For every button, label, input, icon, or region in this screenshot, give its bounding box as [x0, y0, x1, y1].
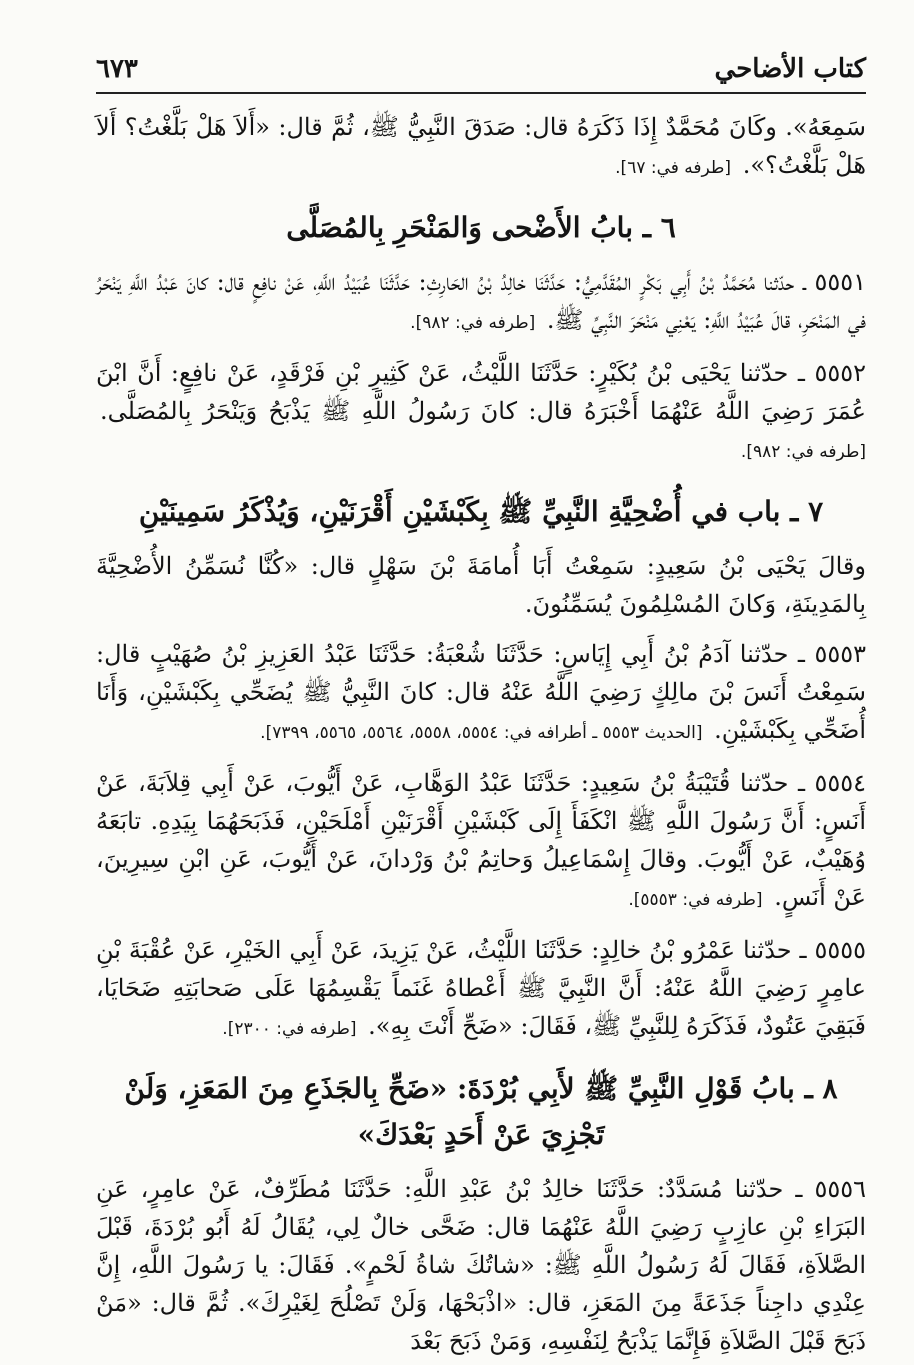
hadith-5555: ٥٥٥٥ ـ حدّثنا عَمْرُو بْنُ خالِدٍ: حَدَّثَنَا اللَّيْثُ، عَنْ يَزِيدَ، عَنْ أَبِي الخَيْرِ، عَنْ عُقْبَةَ بْنِ عامِرٍ رَضِيَ اللَّهُ عَنْهُ: أَنَّ النَّبِيَّ ﷺ أَعْطاهُ غَنَماً يَقْسِمُهَا عَلَى صَحابَتِهِ ضَحَايَا، فَبَقِيَ عَتُودٌ، فَذَكَرَهُ لِلنَّبِيِّ ﷺ، فَقَالَ: «ضَحِّ أَنْتَ بِهِ». [طرفه في: ٢٣٠٠]. — [96, 936, 866, 1040]
book-page — [96, 0, 866, 1365]
page-header — [96, 48, 866, 86]
chapter-heading-7: ٧ ـ باب في أُضْحِيَّةِ النَّبِيِّ ﷺ بِكَبْشَيْنِ أَقْرَنَيْنِ، وَيُذْكَرُ سَمِينَيْنِ — [138, 495, 824, 528]
chapter-heading-8: ٨ ـ بابُ قَوْلِ النَّبِيِّ ﷺ لأَبِي بُرْدَةَ: «ضَحِّ بِالجَذَعِ مِنَ المَعَزِ، وَلَنْ تَجْزِيَ عَنْ أَحَدٍ بَعْدَكَ» — [124, 1072, 838, 1151]
cross-reference: [الحديث ٥٥٥٣ ـ أطرافه في: ٥٥٥٤، ٥٥٥٨، ٥٥٦٤، ٥٥٦٥، ٧٣٩٩]. — [260, 723, 703, 743]
page-body — [96, 108, 866, 1360]
cross-reference: [طرفه في: ٢٣٠٠]. — [222, 1019, 357, 1039]
header-divider — [96, 92, 866, 94]
chapter-heading-6: ٦ ـ بابُ الأَضْحى وَالمَنْحَرِ بِالمُصَلَّى — [286, 211, 676, 244]
hadith-5552: ٥٥٥٢ ـ حدّثنا يَحْيَى بْنُ بُكَيْرٍ: حَدَّثَنَا اللَّيْثُ، عَنْ كَثِيرِ بْنِ فَرْقَدٍ، عَنْ نافِعٍ: أَنَّ ابْنَ عُمَرَ رَضِيَ اللَّهُ عَنْهُمَا أَخْبَرَهُ قال: كانَ رَسُولُ اللَّهِ ﷺ يَذْبَحُ وَيَنْحَرُ بِالمُصَلَّى. [طرفه في: ٩٨٢]. — [96, 359, 866, 462]
athar-yahya: وقالَ يَحْيَى بْنُ سَعِيدٍ: سَمِعْتُ أَبَا أُمامَةَ بْنَ سَهْلٍ قال: «كُنَّا نُسَمِّنُ الأُضْحِيَّةَ بِالمَدِينَةِ، وَكانَ المُسْلِمُونَ يُسَمِّنُونَ. — [96, 552, 866, 618]
hadith-5554: ٥٥٥٤ ـ حدّثنا قُتَيْبَةُ بْنُ سَعِيدٍ: حَدَّثَنَا عَبْدُ الوَهَّابِ، عَنْ أَيُّوبَ، عَنْ أَبِي قِلاَبَةَ، عَنْ أَنَسٍ: أَنَّ رَسُولَ اللَّهِ ﷺ انْكَفَأَ إِلَى كَبْشَيْنِ أَقْرَنَيْنِ أَمْلَحَيْنِ، فَذَبَحَهُمَا بِيَدِهِ. تابَعَهُ وُهَيْبٌ، عَنْ أَيُّوبَ. وقالَ إِسْمَاعِيلُ وَحاتِمُ بْنُ وَرْدانَ، عَنْ أَيُّوبَ، عَنِ ابْنِ سِيرِينَ، عَنْ أَنَسٍ. [طرفه في: ٥٥٥٣]. — [96, 769, 866, 911]
hadith-5551: ٥٥٥١ ـ حدّثنا مُحَمَّدُ بْنُ أَبِي بَكْرٍ المُقَدَّمِيُّ: حَدَّثَنَا خالِدُ بْنُ الحَارِثِ: حَدَّثَنَا عُبَيْدُ اللَّهِ، عَنْ نافِعٍ قال: كانَ عَبْدُ اللَّهِ يَنْحَرُ في المَنْحَرِ، قالَ عُبَيْدُ اللَّهِ: يَعْنِي مَنْحَرَ النَّبِيِّ ﷺ. [طرفه في: ٩٨٢]. — [96, 268, 867, 334]
page-number: ٦٧٣ — [96, 54, 138, 84]
cross-reference: [طرفه في: ٩٨٢]. — [410, 313, 536, 333]
cross-reference: [طرفه في: ٩٨٢]. — [740, 442, 866, 462]
cross-reference: [طرفه في: ٥٥٥٣]. — [628, 890, 763, 910]
hadith-5553: ٥٥٥٣ ـ حدّثنا آدَمُ بْنُ أَبِي إِيَاسٍ: حَدَّثَنَا شُعْبَةُ: حَدَّثَنَا عَبْدُ العَزِيزِ بْنُ صُهَيْبٍ قال: سَمِعْتُ أَنَسَ بْنَ مالِكٍ رَضِيَ اللَّهُ عَنْهُ قال: كانَ النَّبِيُّ ﷺ يُضَحِّي بِكَبْشَيْنِ، وَأَنَا أُضَحِّي بِكَبْشَيْنِ. [الحديث ٥٥٥٣ ـ أطرافه في: ٥٥٥٤، ٥٥٥٨، ٥٥٦٤، ٥٥٦٥، ٧٣٩٩]. — [96, 640, 866, 744]
running-title: كتاب الأضاحي — [714, 54, 866, 84]
hadith-5556: ٥٥٥٦ ـ حدّثنا مُسَدَّدٌ: حَدَّثَنَا خالِدُ بْنُ عَبْدِ اللَّهِ: حَدَّثَنَا مُطَرِّفٌ، عَنْ عامِرٍ، عَنِ البَرَاءِ بْنِ عازِبٍ رَضِيَ اللَّهُ عَنْهُمَا قال: ضَحَّى خالٌ لِي، يُقَالُ لَهُ أَبُو بُرْدَةَ، قَبْلَ الصَّلاَةِ، فَقَالَ لَهُ رَسُولُ اللَّهِ ﷺ: «شاتُكَ شاةُ لَحْمٍ». فَقَالَ: يا رَسُولَ اللَّهِ، إِنَّ عِنْدِي داجِناً جَذَعَةً مِنَ المَعَزِ، قال: «اذْبَحْهَا، وَلَنْ تَصْلُحَ لِغَيْرِكَ». ثُمَّ قال: «مَنْ ذَبَحَ قَبْلَ الصَّلاَةِ فَإِنَّمَا يَذْبَحُ لِنَفْسِهِ، وَمَنْ ذَبَحَ بَعْدَ — [96, 1175, 866, 1355]
paragraph-intro: سَمِعَهُ». وكَانَ مُحَمَّدٌ إِذَا ذَكَرَهُ قال: صَدَقَ النَّبِيُّ ﷺ، ثُمَّ قال: «أَلاَ هَلْ بَلَّغْتُ؟ أَلاَ هَلْ بَلَّغْتُ؟». [طرفه في: ٦٧]. — [96, 113, 866, 179]
cross-reference: [طرفه في: ٦٧]. — [615, 158, 732, 178]
